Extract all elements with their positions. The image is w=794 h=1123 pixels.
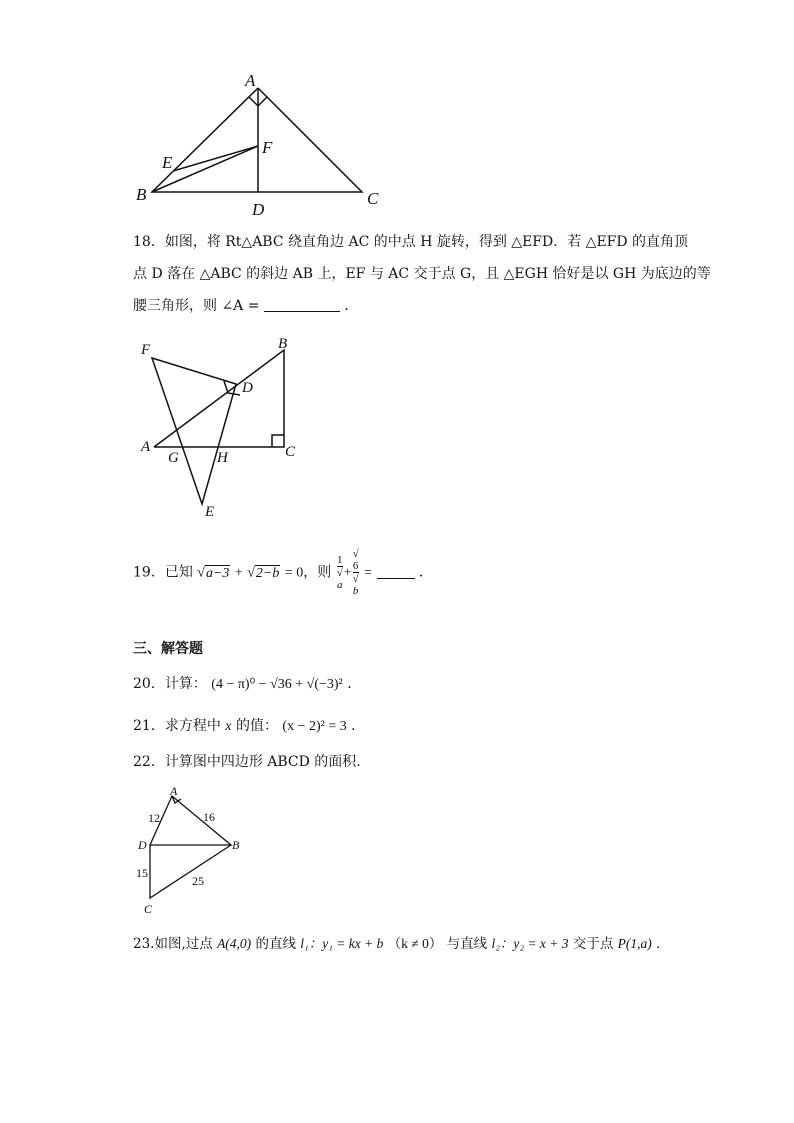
q18-line3 [133,296,358,316]
q21-mid: 的值： [235,718,278,734]
q19-prefix: 19．已知 [133,564,193,581]
label-e: E [162,153,173,172]
length-ad: 12 [148,811,160,825]
triangle-dcb [150,845,231,898]
q21-prefix: 21．求方程中 [133,718,221,734]
q19-plus: + [234,565,243,581]
q18-line3-suffix: ． [344,298,359,314]
label-c: C [285,444,296,460]
label-g: G [168,450,179,466]
q23-point-p: P(1,a) [617,936,652,951]
label-a: A [170,784,178,798]
q18-line1: 18．如图，将 Rt△ABC 绕直角边 AC 的中点 H 旋转，得到 △EFD．若 △EFD 的直角顶 [133,234,689,250]
label-e: E [205,504,215,520]
triangle-figure-q17 [130,70,380,220]
q23-condition: （k ≠ 0） [387,936,443,951]
right-angle-mark-c [272,435,284,447]
q23-suffix: ． [656,936,670,952]
label-f: F [262,138,273,157]
answer-blank-q19 [377,564,415,579]
label-a: A [245,71,256,90]
label-b: B [136,185,147,204]
triangle-efd [152,358,236,504]
label-h: H [217,450,228,466]
q19-fraction2: √ 6 √ b [352,548,359,597]
label-c: C [367,189,379,208]
q19-eq: = [364,565,373,581]
answer-blank-q18 [264,297,340,312]
label-d: D [242,380,253,396]
label-a: A [141,439,151,455]
q19-radicand1: a−3 [205,565,230,581]
q21-line [133,716,365,737]
q21-suffix: ． [351,718,366,734]
q23-line [133,934,670,954]
q20-line [133,674,361,695]
q21-equation: (x − 2)² = 3 [282,719,347,734]
triangle-abc [152,88,362,192]
q19-suffix: ． [418,564,433,581]
q19-eq0: = 0，则 [284,565,332,581]
length-ab: 16 [203,810,215,824]
length-bc: 25 [192,874,204,888]
q20-suffix: ． [347,676,362,692]
q23-line-l1: l₁：y₁ = kx + b [300,936,384,951]
q23-prefix: 23.如图,过点 [133,936,213,952]
section-heading: 三、解答题 [133,641,203,657]
label-d: D [138,838,147,852]
q23-line-l2: l₂：y₂ = x + 3 [491,936,569,951]
q18-line2: 点 D 落在 △ABC 的斜边 AB 上，EF 与 AC 交于点 G，且 △EGH 恰好是以 GH 为底边的等 [133,266,711,282]
q19-line: 19．已知 √a−3 + √2−b = 0，则 1 √ a + √ 6 √ b = ． [133,548,433,597]
label-f: F [141,342,151,358]
q23-mid2: 与直线 [446,936,488,952]
q23-mid1: 的直线 [255,936,296,952]
q21-variable: x [225,719,232,734]
label-c: C [144,902,153,916]
label-b: B [232,838,240,852]
label-d: D [252,200,265,219]
q20-prefix: 20．计算： [133,676,207,692]
q20-expression: (4 − π)⁰ − √36 + √(−3)² [211,677,343,692]
q23-point-a: A(4,0) [217,936,252,951]
q19-fraction1: 1 √ a [336,554,343,591]
q22-text: 22．计算图中四边形 ABCD 的面积. [133,754,361,770]
quadrilateral-figure-q22 [134,784,254,919]
rotated-triangle-figure-q18 [135,332,310,522]
label-b: B [278,336,288,352]
triangle-abd [150,796,231,845]
q18-line3-prefix: 腰三角形，则 ∠A = [133,298,260,314]
q19-radicand2: 2−b [255,565,280,581]
q23-mid3: 交于点 [572,936,614,952]
length-dc: 15 [136,866,148,880]
